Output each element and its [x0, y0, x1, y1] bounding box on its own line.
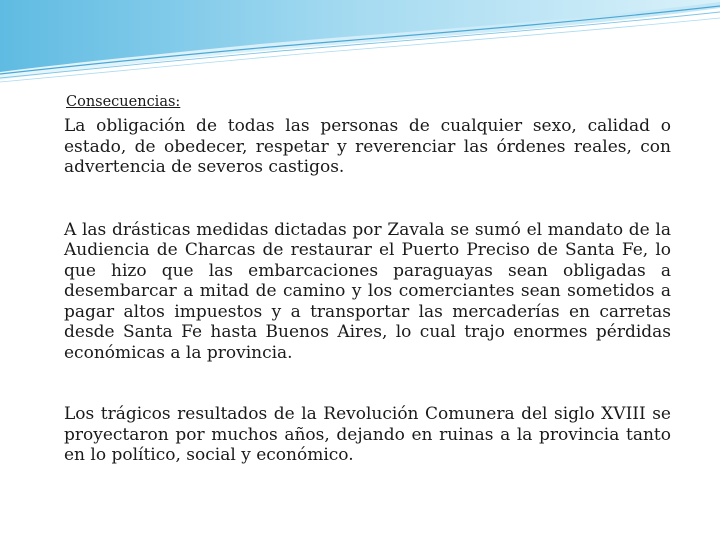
section-heading: Consecuencias:	[66, 94, 181, 110]
header-wave-decoration	[0, 0, 720, 90]
paragraph-audiencia-charcas: A las drásticas medidas dictadas por Zavala se sumó el mandato de la Audiencia de Charcas de restaurar el Puerto Preciso de Santa Fe, lo que hizo que las embarcaciones paraguayas sean obligadas a desembarcar a mitad de camino y los comerciantes sean sometidos a pagar altos impuestos y a transportar las mercaderías en carretas desde Santa Fe hasta Buenos Aires, lo cual trajo enormes pérdidas económicas a la provincia.	[64, 219, 671, 363]
paragraph-consequence: La obligación de todas las personas de cualquier sexo, calidad o estado, de obedecer, respetar y reverenciar las órdenes reales, con advertencia de severos castigos.	[64, 116, 671, 177]
paragraph-revolucion-comunera: Los trágicos resultados de la Revolución Comunera del siglo XVIII se proyectaron por muchos años, dejando en ruinas a la provincia tanto en lo político, social y económico.	[64, 404, 671, 465]
slide-content	[64, 94, 671, 466]
